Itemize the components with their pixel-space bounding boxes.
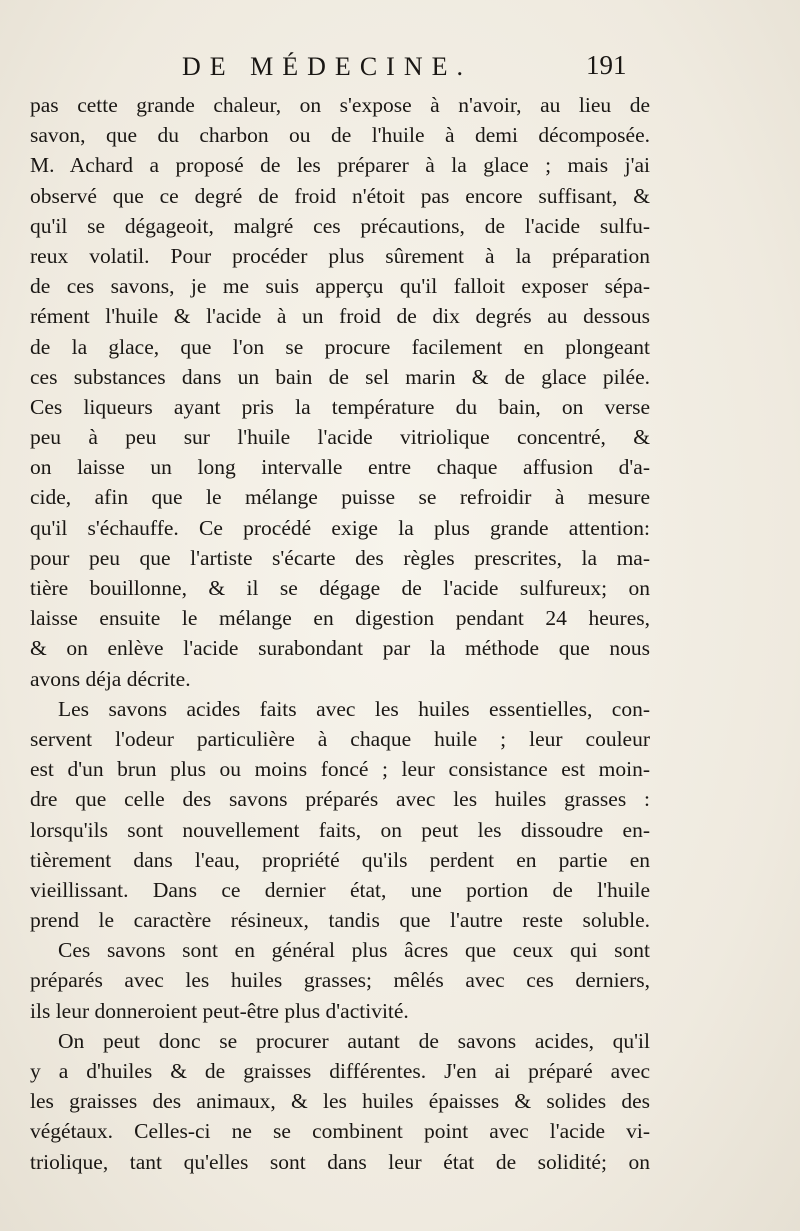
text-line: tière bouillonne, & il se dégage de l'acide sulfureux; on xyxy=(30,576,650,600)
text-line: laisse ensuite le mélange en digestion pendant 24 heures, xyxy=(30,606,650,631)
text-line: Les savons acides faits avec les huiles essentielles, con- xyxy=(58,696,650,721)
text-line: cide, afin que le mélange puisse se refroidir à mesure xyxy=(30,485,650,510)
text-line: avons déja décrite. xyxy=(30,666,191,691)
text-line: y a d'huiles & de graisses différentes. J'en ai préparé avec xyxy=(30,1059,650,1083)
text-line: de ces savons, je me suis apperçu qu'il falloit exposer sépa- xyxy=(30,274,650,299)
text-line: végétaux. Celles-ci ne se combinent point avec l'acide vi- xyxy=(30,1119,650,1144)
text-line: peu à peu sur l'huile l'acide vitriolique concentré, & xyxy=(30,425,650,450)
text-line: ils leur donneroient peut-être plus d'activité. xyxy=(30,998,409,1023)
text-line: Ces liqueurs ayant pris la température du bain, on verse xyxy=(30,394,650,419)
text-line: tièrement dans l'eau, propriété qu'ils perdent en partie en xyxy=(30,847,650,872)
text-line: lorsqu'ils sont nouvellement faits, on peut les dissoudre en- xyxy=(30,817,650,842)
text-line: pas cette grande chaleur, on s'expose à n'avoir, au lieu de xyxy=(30,93,650,117)
text-line: M. Achard a proposé de les préparer à la glace ; mais j'ai xyxy=(30,153,650,178)
text-line: On peut donc se procurer autant de savons acides, qu'il xyxy=(58,1028,650,1053)
text-line: dre que celle des savons préparés avec les huiles grasses : xyxy=(30,787,650,812)
text-line: & on enlève l'acide surabondant par la méthode que nous xyxy=(30,636,650,661)
text-line: qu'il s'échauffe. Ce procédé exige la plus grande attention: xyxy=(30,515,650,540)
running-head: DE MÉDECINE. xyxy=(182,52,472,81)
text-line: servent l'odeur particulière à chaque huile ; leur couleur xyxy=(30,726,650,751)
text-line: qu'il se dégageoit, malgré ces précautions, de l'acide sulfu- xyxy=(30,213,650,238)
body-text xyxy=(30,90,650,1177)
text-line: préparés avec les huiles grasses; mêlés avec ces derniers, xyxy=(30,968,650,993)
text-line: triolique, tant qu'elles sont dans leur état de solidité; on xyxy=(30,1149,650,1174)
text-line: savon, que du charbon ou de l'huile à demi décomposée. xyxy=(30,123,650,148)
text-line: Ces savons sont en général plus âcres que ceux qui sont xyxy=(58,938,650,963)
page-header xyxy=(0,50,800,90)
paragraph xyxy=(30,694,650,936)
text-line: vieillissant. Dans ce dernier état, une portion de l'huile xyxy=(30,877,650,902)
text-line: observé que ce degré de froid n'étoit pas encore suffisant, & xyxy=(30,183,650,208)
paragraph xyxy=(30,1026,650,1177)
text-line: de la glace, que l'on se procure facilement en plongeant xyxy=(30,334,650,359)
text-line: rément l'huile & l'acide à un froid de dix degrés au dessous xyxy=(30,304,650,329)
paragraph xyxy=(30,90,650,694)
text-line: pour peu que l'artiste s'écarte des règles prescrites, la ma- xyxy=(30,545,650,570)
paragraph xyxy=(30,935,650,1026)
page-number: 191 xyxy=(586,50,627,80)
text-line: prend le caractère résineux, tandis que l'autre reste soluble. xyxy=(30,908,650,933)
text-line: on laisse un long intervalle entre chaque affusion d'a- xyxy=(30,455,650,480)
text-line: reux volatil. Pour procéder plus sûrement à la préparation xyxy=(30,243,650,268)
text-line: les graisses des animaux, & les huiles épaisses & solides des xyxy=(30,1089,650,1114)
text-line: est d'un brun plus ou moins foncé ; leur consistance est moin- xyxy=(30,757,650,782)
text-line: ces substances dans un bain de sel marin & de glace pilée. xyxy=(30,364,650,389)
